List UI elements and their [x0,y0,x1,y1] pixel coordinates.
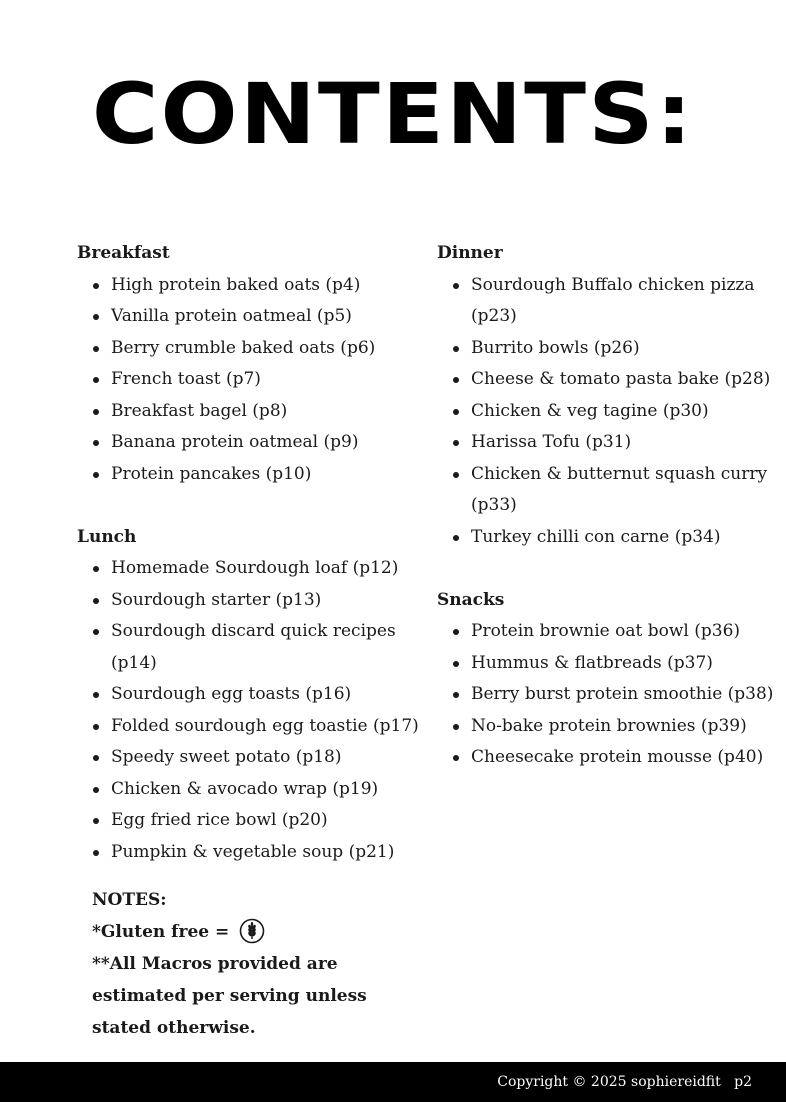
section-heading-lunch: Lunch [77,526,137,547]
list-item: Sourdough starter (p13) [77,585,422,617]
notes-heading: NOTES: [92,890,167,910]
list-item: Turkey chilli con carne (p34) [437,522,777,554]
list-item: Sourdough egg toasts (p16) [77,679,422,711]
lunch-list [77,553,422,868]
section-heading-dinner: Dinner [437,243,503,263]
list-item: High protein baked oats (p4) [77,270,422,302]
snacks-list [437,616,777,774]
list-item: Hummus & flatbreads (p37) [437,648,777,680]
page-title: CONTENTS: [91,65,695,163]
list-item: Pumpkin & vegetable soup (p21) [77,837,422,869]
page-number: p2 [734,1074,752,1090]
section-heading-snacks: Snacks [437,589,505,610]
list-item: Protein brownie oat bowl (p36) [437,616,777,648]
gluten-free-label: *Gluten free = [92,922,230,942]
list-item: Banana protein oatmeal (p9) [77,427,422,459]
list-item: Chicken & veg tagine (p30) [437,396,777,428]
list-item: Chicken & butternut squash curry (p33) [437,459,777,522]
section-heading-breakfast: Breakfast [77,243,170,263]
copyright-text: Copyright © 2025 sophiereidfit [497,1074,721,1090]
list-item: Burrito bowls (p26) [437,333,777,365]
gluten-free-note [92,916,412,948]
list-item: Breakfast bagel (p8) [77,396,422,428]
dinner-list [437,270,777,554]
list-item: Cheesecake protein mousse (p40) [437,742,777,774]
list-item: Harissa Tofu (p31) [437,427,777,459]
list-item: Egg fried rice bowl (p20) [77,805,422,837]
macros-note: **All Macros provided are estimated per serving unless stated otherwise. [92,954,367,1038]
right-column [437,238,777,805]
list-item: Cheese & tomato pasta bake (p28) [437,364,777,396]
list-item: Berry crumble baked oats (p6) [77,333,422,365]
list-item: Sourdough discard quick recipes (p14) [77,616,422,679]
list-item: Berry burst protein smoothie (p38) [437,679,777,711]
notes-block [92,884,412,1044]
list-item: Chicken & avocado wrap (p19) [77,774,422,806]
list-item: Homemade Sourdough loaf (p12) [77,553,422,585]
list-item: Folded sourdough egg toastie (p17) [77,711,422,743]
breakfast-list [77,270,422,491]
list-item: No-bake protein brownies (p39) [437,711,777,743]
footer-text [497,1073,752,1091]
footer-bar [0,1062,786,1102]
list-item: Vanilla protein oatmeal (p5) [77,301,422,333]
list-item: French toast (p7) [77,364,422,396]
list-item: Speedy sweet potato (p18) [77,742,422,774]
list-item: Sourdough Buffalo chicken pizza (p23) [437,270,777,333]
wheat-icon [239,918,265,944]
left-column [77,238,422,900]
list-item: Protein pancakes (p10) [77,459,422,491]
